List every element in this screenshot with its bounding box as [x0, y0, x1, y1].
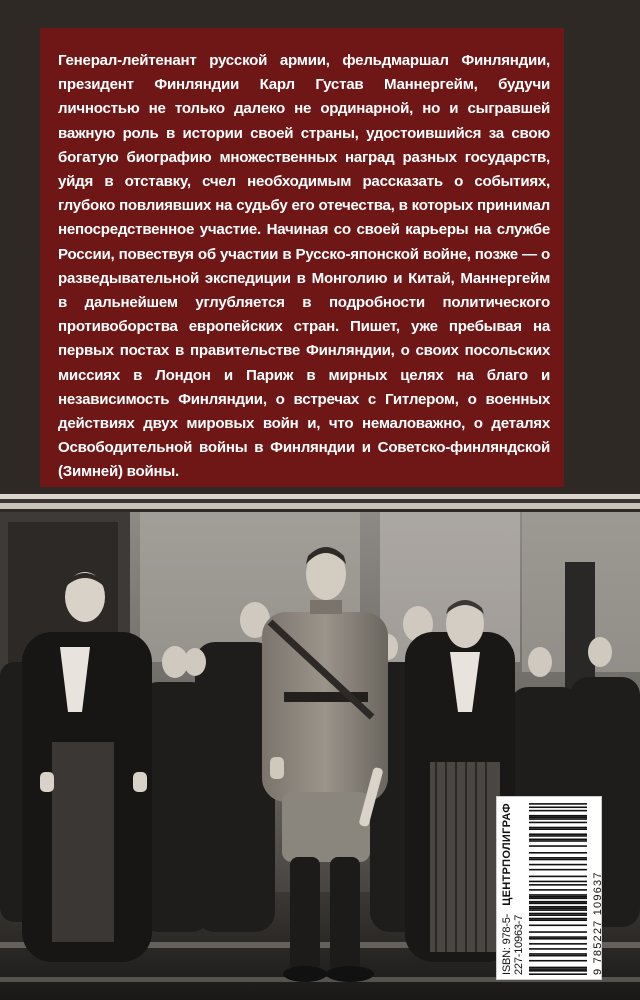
barcode-bar: [529, 857, 587, 859]
annotation-text: Генерал-лейтенант русской армии, фельдмаршал Финляндии, президент Финляндии Карл Густав Маннергейм, будучи личностью не только далеко не ординарной, но и сыгравшей важную роль в истории своей страны, удостоившийся за свою богатую биографию множественных наград разных государств, уйдя в отставку, счел необходимым рассказать о событиях, глубоко повлиявших на судьбу его отечества, в которых принимал непосредственное участие. Начиная со своей карьеры на службе России, повествуя об участии в Русско-японской войне, позже — о разведывательной экспедиции в Монголию и Китай, Маннергейм в дальнейшем углубляется в подробности политического противоборства европейских стран. Пишет, уже пребывая на первых постах в правительстве Финляндии, о своих посольских миссиях в Лондон и Париж в мирных целях на благо и независимость Финляндии, о встречах с Гитлером, о военных действиях двух мировых войн и, что немаловажно, о деталях Освободительной войны в Финляндии и Советско-финляндской (Зимней) войны.: [58, 52, 550, 481]
barcode-bar: [529, 931, 587, 933]
barcode-bar: [529, 852, 587, 854]
isbn-header: [501, 803, 525, 975]
isbn-barcode-label: [496, 796, 602, 980]
barcode-bar: [529, 973, 587, 975]
barcode-digits: 9 785227 109637: [592, 871, 604, 975]
barcode-bar: [529, 913, 587, 915]
annotation-panel: [40, 28, 564, 487]
barcode-bar: [529, 859, 587, 861]
barcode-bar: [529, 803, 587, 805]
barcode-bar: [529, 968, 587, 970]
barcode-bar: [529, 903, 587, 905]
barcode-bar: [529, 827, 587, 829]
barcode-bar: [529, 919, 587, 921]
barcode-bar: [529, 909, 587, 911]
barcode-bar: [529, 898, 587, 900]
barcode-bar: [529, 960, 587, 962]
barcode-bar: [529, 835, 587, 837]
barcode-bar: [529, 925, 587, 927]
barcode-bar: [529, 828, 587, 830]
barcode-bar: [529, 845, 587, 847]
barcode-bar: [529, 914, 587, 916]
barcode-bar: [529, 918, 587, 920]
barcode-bar: [529, 943, 587, 945]
barcode-bar: [529, 839, 587, 841]
publisher-name: ЦЕНТРПОЛИГРАФ: [501, 803, 513, 906]
barcode-bar: [529, 908, 587, 910]
barcode-bar: [529, 884, 587, 886]
isbn-number: ISBN: 978-5-227-10963-7: [501, 913, 525, 975]
barcode-bar: [529, 970, 587, 972]
barcode-bar: [529, 822, 587, 824]
barcode-bar: [529, 818, 587, 820]
barcode-graphic: [529, 803, 587, 975]
divider-rule-lower: [0, 503, 640, 509]
barcode-bar: [529, 906, 587, 908]
barcode-bar: [529, 901, 587, 903]
barcode-bar: [529, 894, 587, 896]
isbn-rotated-block: [497, 797, 603, 981]
barcode-bar: [529, 840, 587, 842]
barcode-bar: [529, 967, 587, 969]
barcode-bar: [529, 889, 587, 891]
barcode-bar: [529, 876, 587, 878]
barcode-bar: [529, 817, 587, 819]
barcode-bar: [529, 806, 587, 808]
barcode-bar: [529, 938, 587, 940]
barcode-bar: [529, 953, 587, 955]
barcode-bar: [529, 955, 587, 957]
barcode-bar: [529, 896, 587, 898]
barcode-bar: [529, 869, 587, 871]
barcode-bar: [529, 815, 587, 817]
barcode-bar: [529, 881, 587, 883]
barcode-bar: [529, 810, 587, 812]
barcode-bar: [529, 936, 587, 938]
barcode-bar: [529, 833, 587, 835]
barcode-bar: [529, 864, 587, 866]
barcode-bar: [529, 948, 587, 950]
